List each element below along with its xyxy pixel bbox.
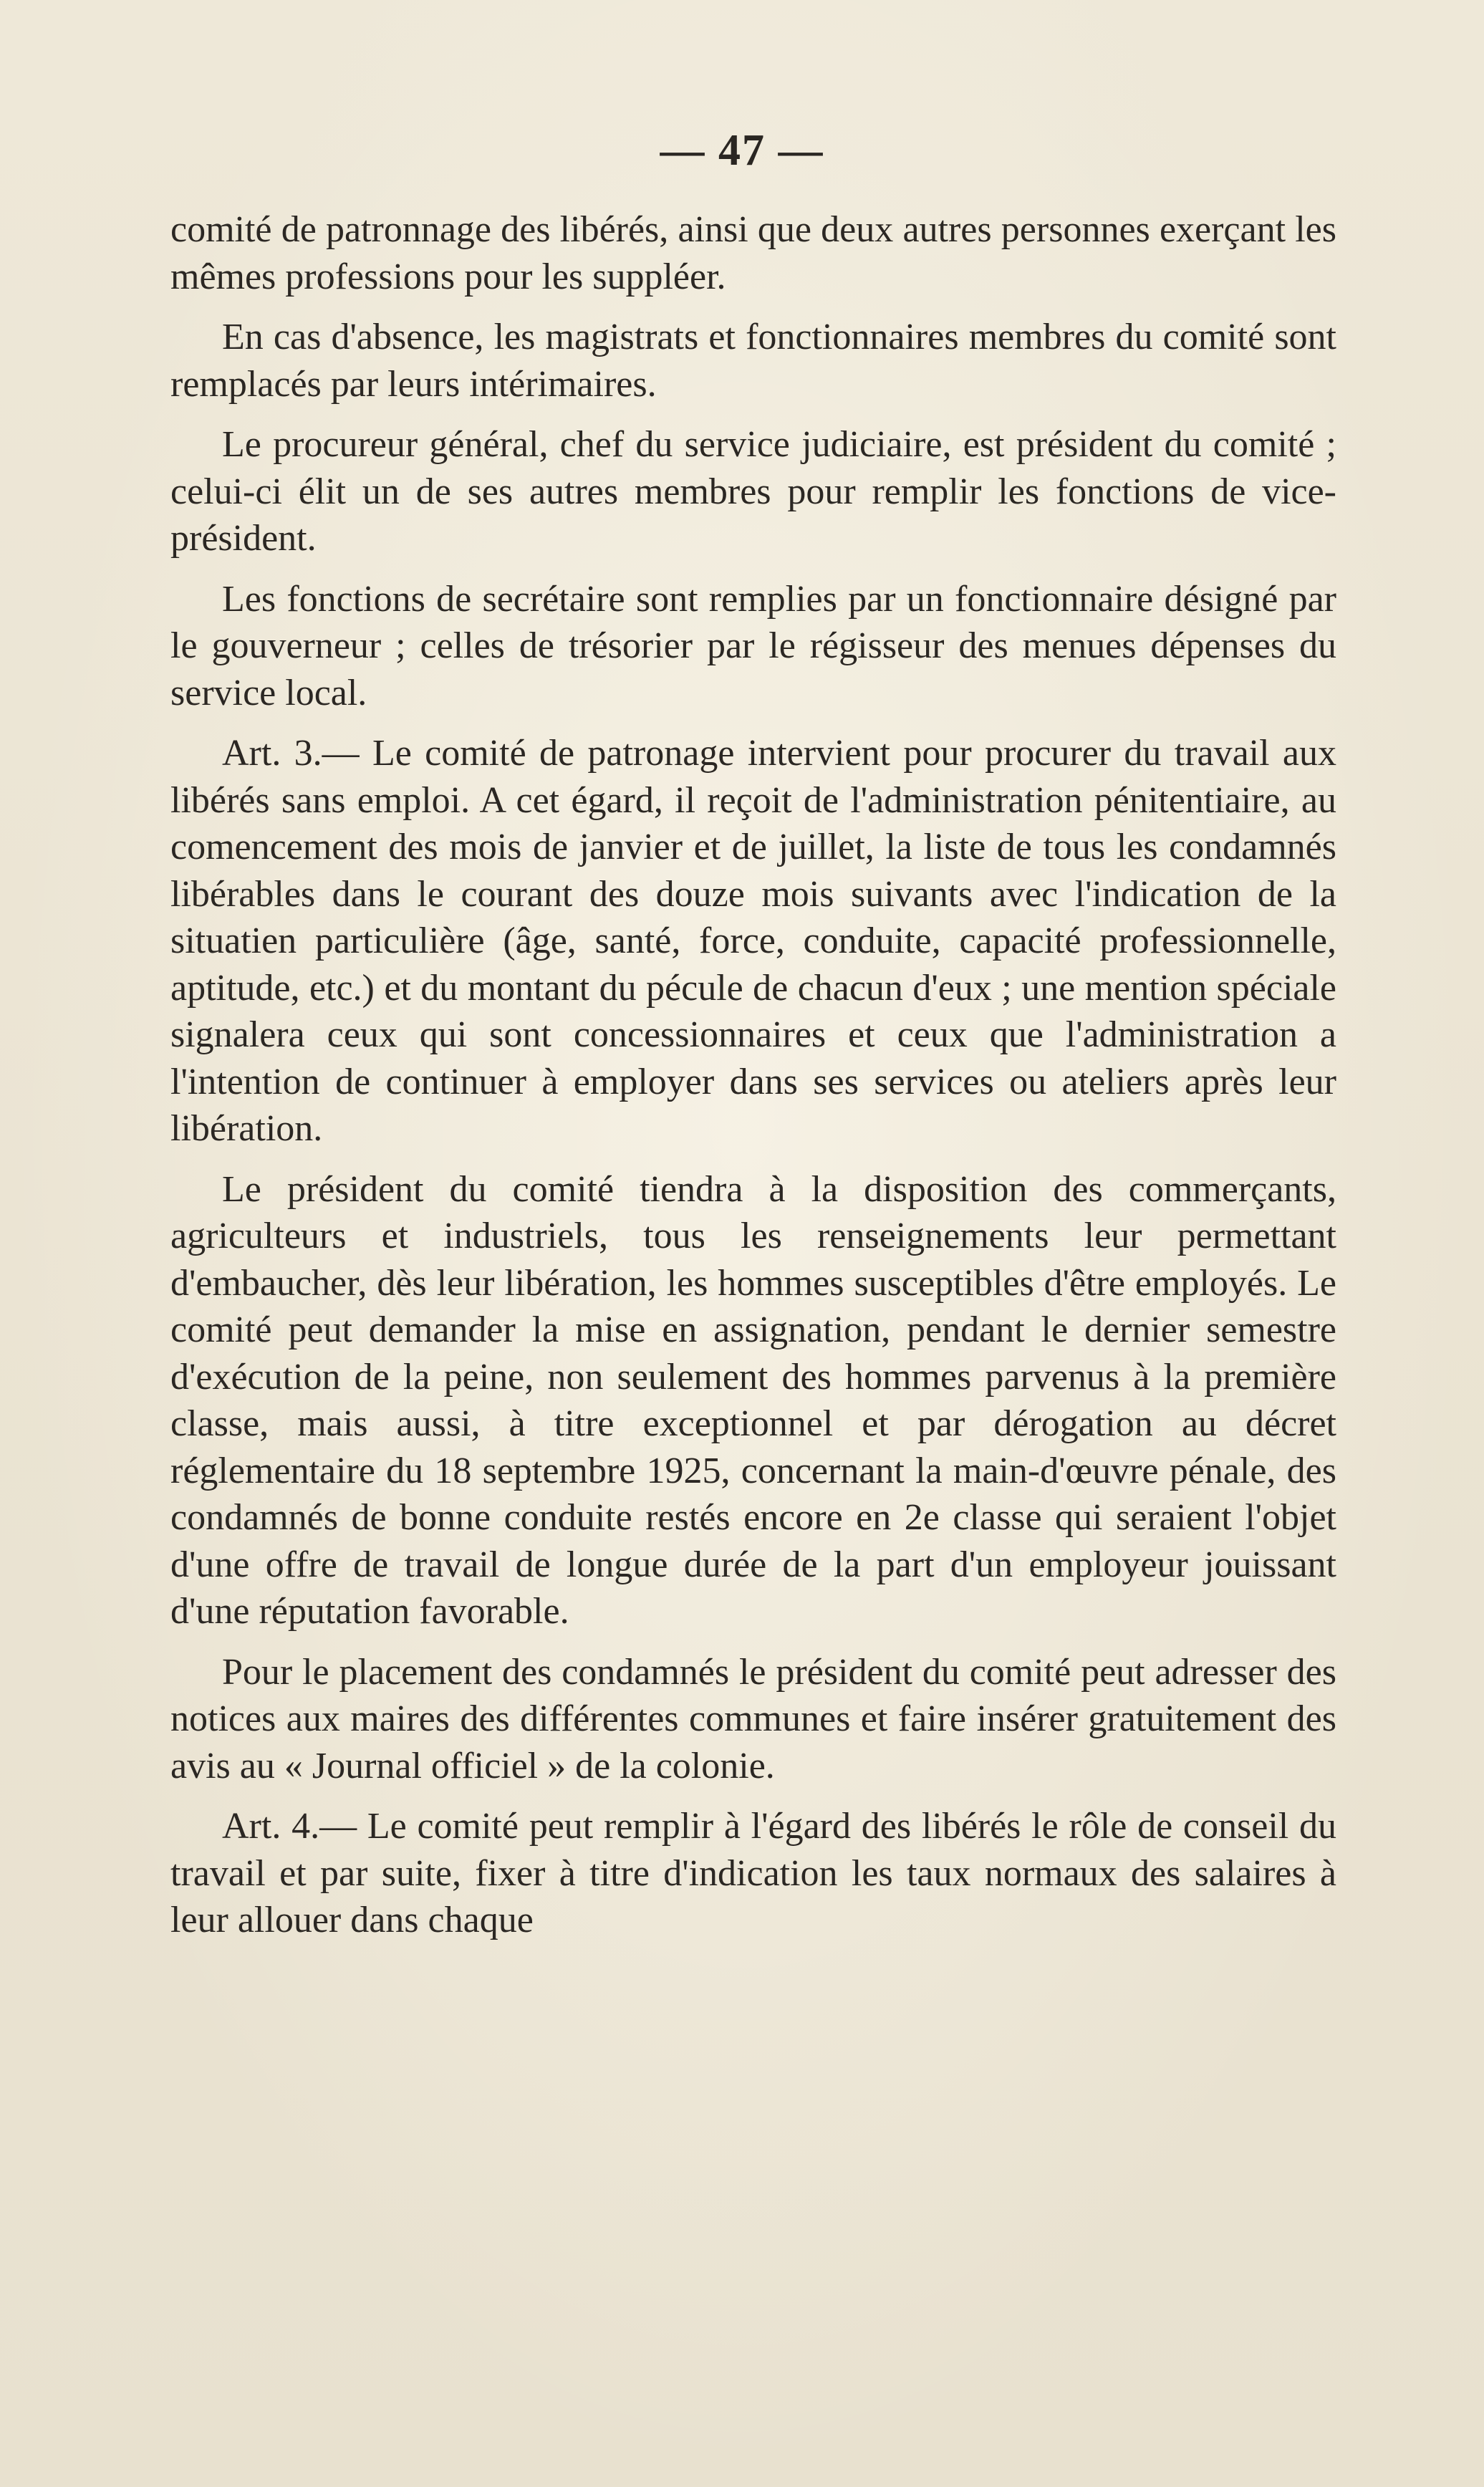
paragraph-2: En cas d'absence, les magistrats et fonctionnaires membres du comité sont remplacés par leurs intérimaires.: [170, 317, 1336, 405]
paragraph-4: Les fonctions de secrétaire sont remplies par un fonctionnaire désigné par le gouverneur ; celles de trésorier par le régisseur des menues dépenses du service local.: [170, 578, 1336, 713]
paragraph-6: Le président du comité tiendra à la disposition des commerçants, agriculteurs et industriels, tous les renseignements leur permettant d'embaucher, dès leur libération, les hommes susceptibles d'être employés. Le comité peut demander la mise en assignation, pendant le dernier semestre d'exécution de la peine, non seulement des hommes parvenus à la première classe, mais aussi, à titre exceptionnel et par dérogation au décret réglementaire du 18 septembre 1925, concernant la main-d'œuvre pénale, des condamnés de bonne conduite restés encore en 2e classe qui seraient l'objet d'une offre de travail de longue durée de la part d'un employeur jouissant d'une réputation favorable.: [170, 1168, 1336, 1632]
paragraph-7: Pour le placement des condamnés le président du comité peut adresser des notices aux maires des différentes communes et faire insérer gratuitement des avis au « Journal officiel » de la colonie.: [170, 1651, 1336, 1786]
body-text: [170, 206, 1336, 1944]
paragraph-1: comité de patronnage des libérés, ainsi que deux autres personnes exerçant les mêmes professions pour les suppléer.: [170, 209, 1336, 297]
page-number: — 47 —: [660, 126, 824, 175]
paragraph-3: Le procureur général, chef du service judiciaire, est président du comité ; celui-ci élit un de ses autres membres pour remplir les fonctions de vice-président.: [170, 424, 1336, 559]
paragraph-article-4: Art. 4.— Le comité peut remplir à l'égard des libérés le rôle de conseil du travail et par suite, fixer à titre d'indication les taux normaux des salaires à leur allouer dans chaque: [170, 1806, 1336, 1940]
paragraph-article-3: Art. 3.— Le comité de patronage intervient pour procurer du travail aux libérés sans emploi. A cet égard, il reçoit de l'administration pénitentiaire, au comencement des mois de janvier et de juillet, la liste de tous les condamnés libérables dans le courant des douze mois suivants avec l'indication de la situatien particulière (âge, santé, force, conduite, capacité professionnelle, aptitude, etc.) et du montant du pécule de chacun d'eux ; une mention spéciale signalera ceux qui sont concessionnaires et ceux que l'administration a l'intention de continuer à employer dans ses services ou ateliers après leur libération.: [170, 733, 1336, 1149]
